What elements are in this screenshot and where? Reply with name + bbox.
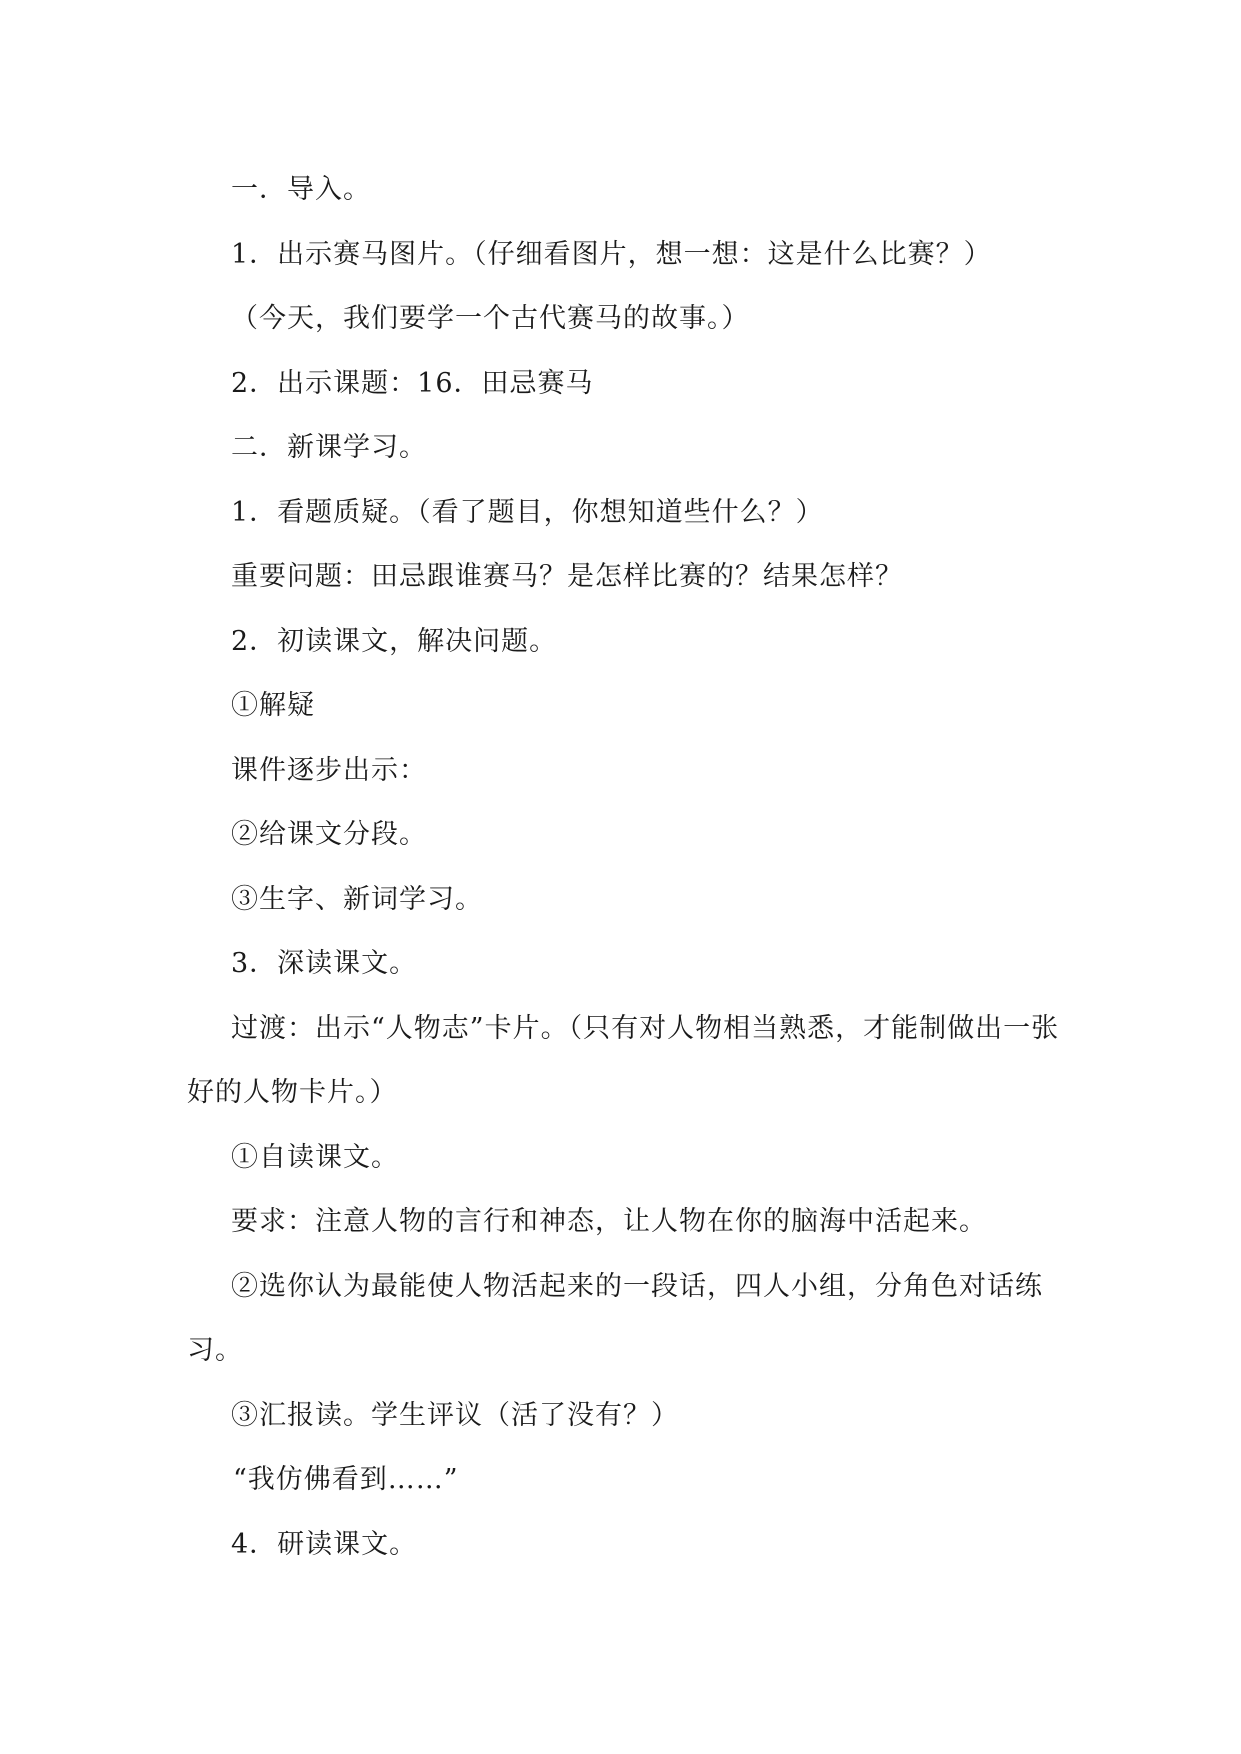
paragraph: 过渡：出示“人物志”卡片。（只有对人物相当熟悉，才能制做出一张好的人物卡片。） [187, 1012, 1060, 1108]
document-body [187, 158, 1067, 1577]
paragraph: ①解疑 [231, 690, 315, 721]
paragraph: 1．看题质疑。（看了题目，你想知道些什么？） [231, 496, 824, 528]
paragraph: 课件逐步出示： [231, 754, 427, 786]
paragraph: 4．研读课文。 [231, 1528, 418, 1560]
paragraph: “我仿佛看到……” [233, 1464, 459, 1495]
paragraph: ①自读课文。 [231, 1141, 399, 1173]
paragraph: 要求：注意人物的言行和神态，让人物在你的脑海中活起来。 [231, 1206, 987, 1237]
paragraph: ③汇报读。学生评议（活了没有？） [231, 1399, 679, 1431]
paragraph: （今天，我们要学一个古代赛马的故事。） [231, 303, 750, 334]
paragraph: ②选你认为最能使人物活起来的一段话，四人小组，分角色对话练习。 [187, 1270, 1043, 1366]
section-heading-intro: 一．导入。 [231, 174, 371, 205]
paragraph: 3．深读课文。 [231, 948, 418, 979]
paragraph: ③生字、新词学习。 [231, 883, 483, 915]
paragraph: 1．出示赛马图片。（仔细看图片，想一想：这是什么比赛？） [231, 238, 992, 270]
paragraph: 2．出示课题：16．田忌赛马 [231, 367, 594, 399]
paragraph: 2．初读课文，解决问题。 [231, 625, 558, 657]
paragraph: ②给课文分段。 [231, 819, 427, 850]
section-heading-new-lesson: 二．新课学习。 [231, 432, 427, 463]
paragraph: 重要问题：田忌跟谁赛马？是怎样比赛的？结果怎样？ [231, 561, 903, 592]
